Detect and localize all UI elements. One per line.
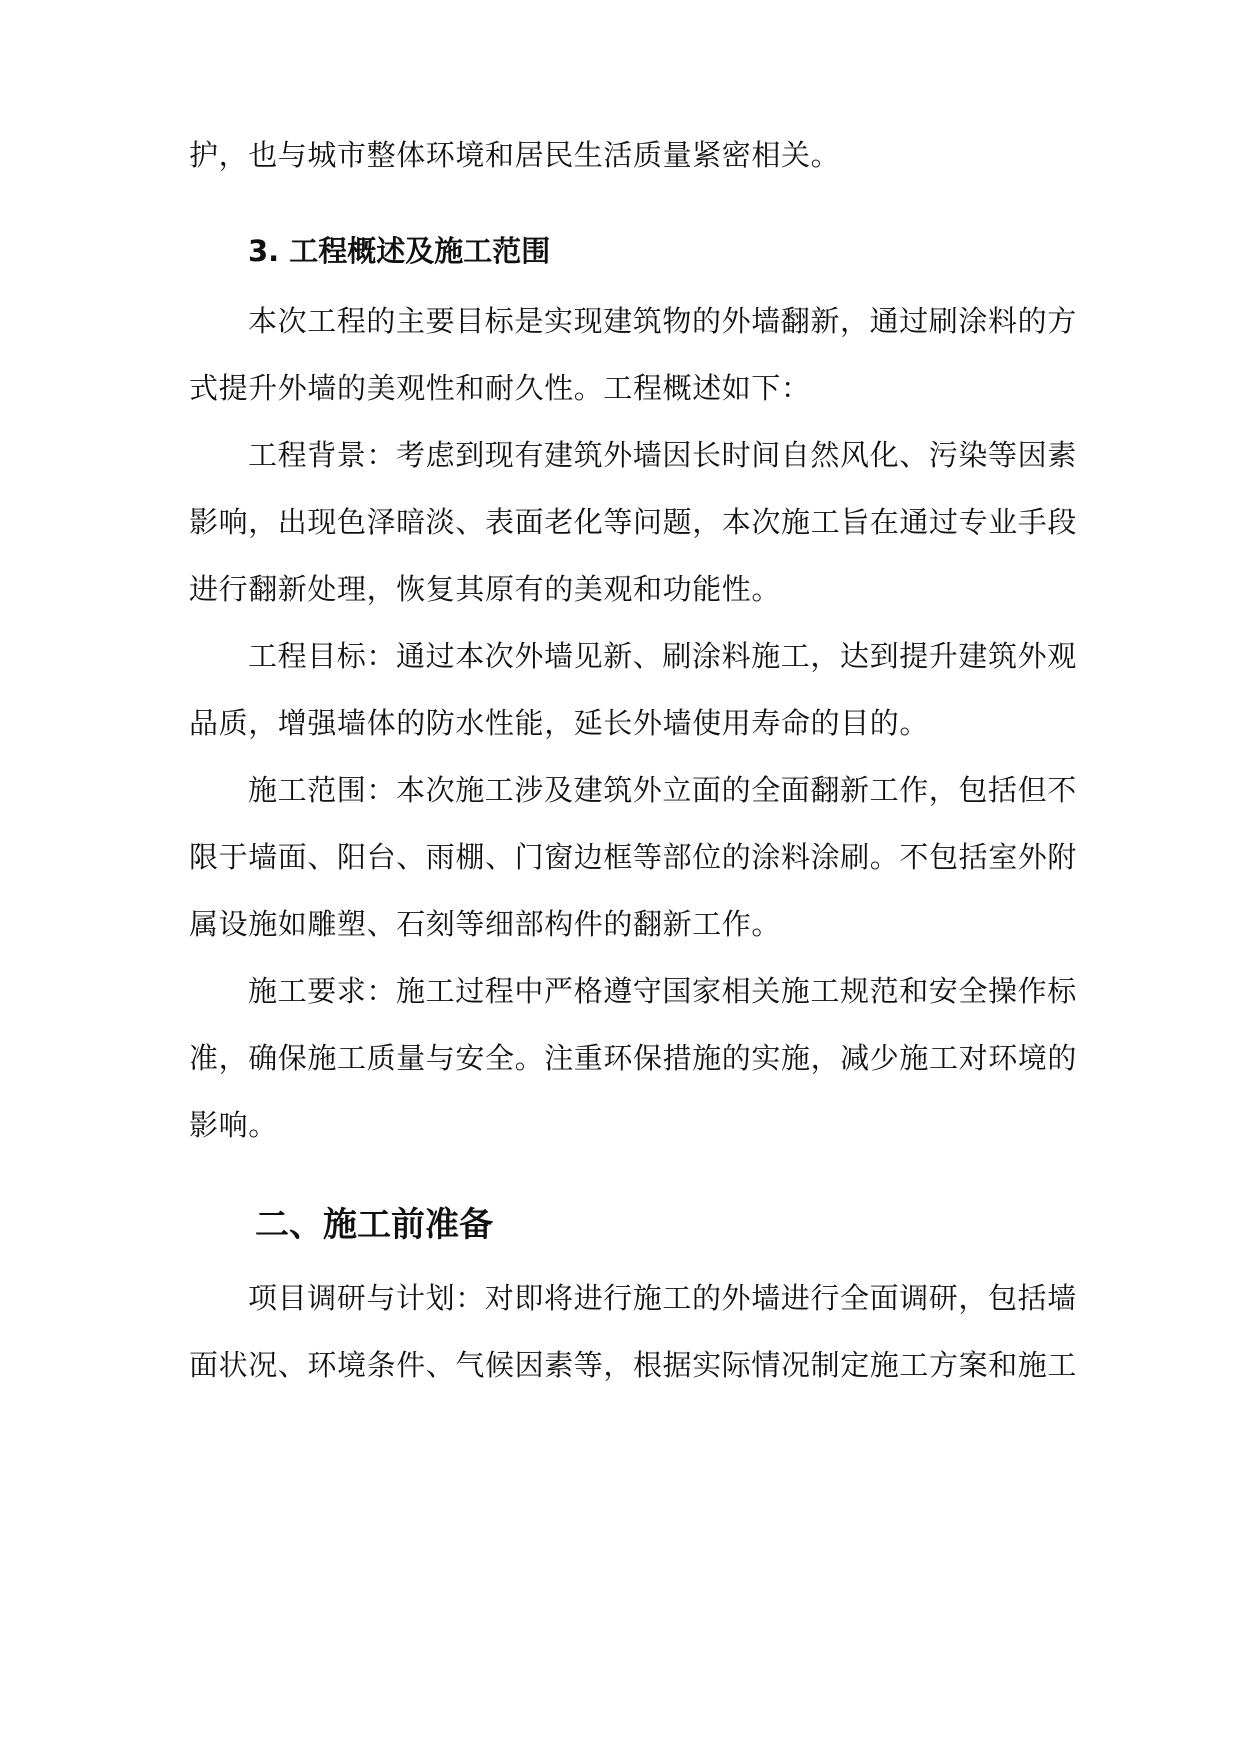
paragraph-line: 施工范围：本次施工涉及建筑外立面的全面翻新工作，包括但不 (248, 773, 1077, 807)
paragraph-line: 属设施如雕塑、石刻等细部构件的翻新工作。 (189, 907, 782, 941)
paragraph-line: 面状况、环境条件、气候因素等，根据实际情况制定施工方案和施工 (189, 1348, 1078, 1382)
paragraph-line: 项目调研与计划：对即将进行施工的外墙进行全面调研，包括墙 (248, 1281, 1077, 1315)
paragraph-line: 准，确保施工质量与安全。注重环保措施的实施，减少施工对环境的 (189, 1041, 1078, 1075)
paragraph-line: 工程背景：考虑到现有建筑外墙因长时间自然风化、污染等因素 (248, 438, 1077, 472)
paragraph-line: 限于墙面、阳台、雨棚、门窗边框等部位的涂料涂刷。不包括室外附 (189, 840, 1078, 874)
paragraph-line: 本次工程的主要目标是实现建筑物的外墙翻新，通过刷涂料的方 (248, 304, 1077, 338)
paragraph-line: 进行翻新处理，恢复其原有的美观和功能性。 (189, 572, 782, 606)
paragraph-line: 品质，增强墙体的防水性能，延长外墙使用寿命的目的。 (189, 706, 930, 740)
paragraph-line: 工程目标：通过本次外墙见新、刷涂料施工，达到提升建筑外观 (248, 639, 1077, 673)
paragraph-line: 式提升外墙的美观性和耐久性。工程概述如下： (189, 371, 811, 405)
paragraph-line: 影响，出现色泽暗淡、表面老化等问题，本次施工旨在通过专业手段 (189, 505, 1078, 539)
section-heading-2: 二、施工前准备 (255, 1205, 493, 1245)
paragraph-line: 影响。 (189, 1108, 278, 1142)
paragraph-line: 施工要求：施工过程中严格遵守国家相关施工规范和安全操作标 (248, 974, 1077, 1008)
section-heading-3: 3. 工程概述及施工范围 (248, 234, 551, 268)
paragraph-line: 护，也与城市整体环境和居民生活质量紧密相关。 (189, 138, 841, 172)
